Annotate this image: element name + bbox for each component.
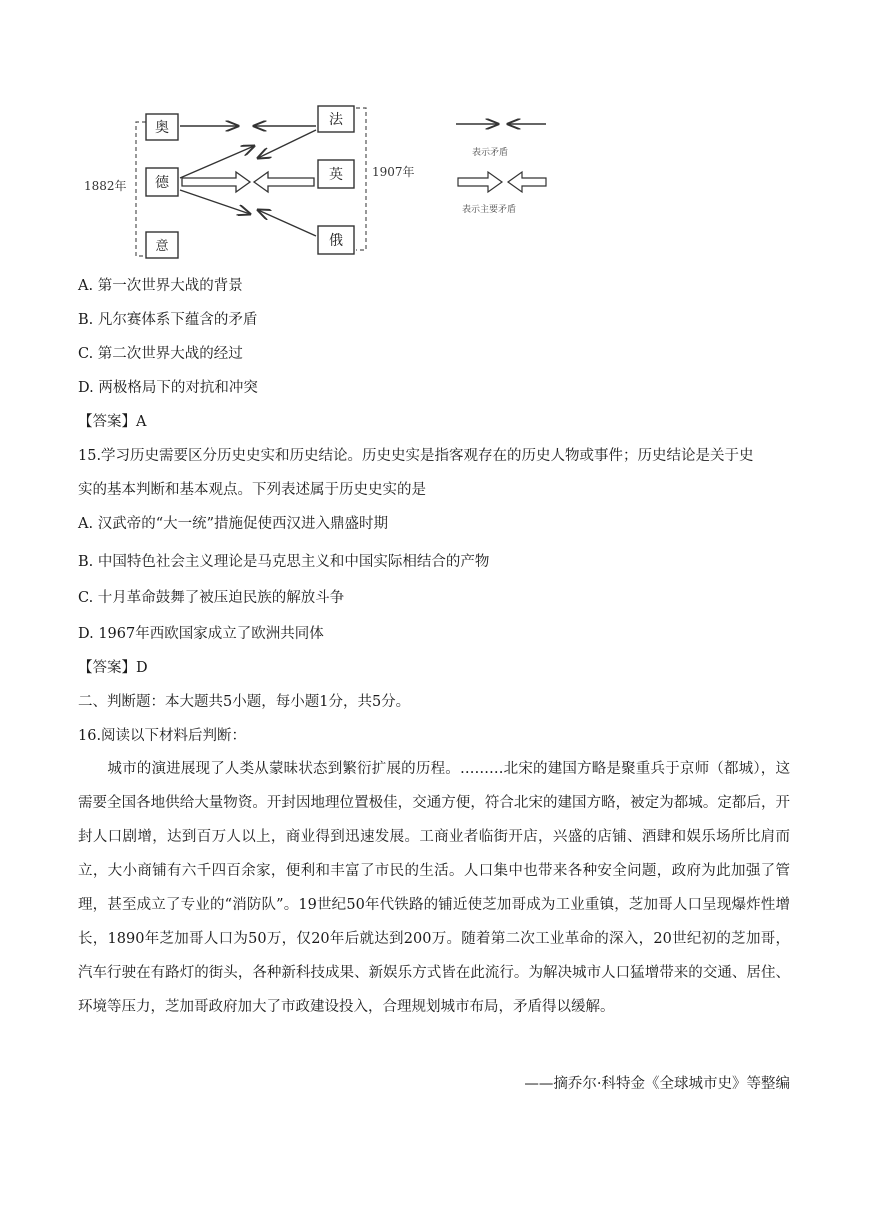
q14-option-c: C. 第二次世界大战的经过 [78,346,243,362]
node-italy [146,232,178,258]
right-bracket [356,108,366,250]
q15-option-d: D. 1967年西欧国家成立了欧洲共同体 [78,626,324,642]
alliances-diagram [78,100,558,265]
svg-text:意: 意 [155,239,169,254]
q15-option-a: A. 汉武帝的“大一统”措施促使西汉进入鼎盛时期 [78,516,389,532]
legend-thin-label: 表示矛盾 [472,148,509,158]
q15-stem-line1: 15.学习历史需要区分历史史实和历史结论。历史史实是指客观存在的历史人物或事件；历史结论是关于史 [78,448,754,464]
hollow-arrow-britain [254,172,314,192]
hollow-arrow-germany [182,172,250,192]
q14-option-b: B. 凡尔赛体系下蕴含的矛盾 [78,312,258,328]
svg-text:英: 英 [329,167,343,183]
q16-material: 城市的演进展现了人类从蒙昧状态到繁衍扩展的历程。………北宋的建国方略是聚重兵于京师（都城），这需要全国各地供给大量物资。开封因地理位置极佳，交通方便，符合北宋的建国方略，被定为都城。定都后，开封人口剧增，达到百万人以上，商业得到迅速发展。工商业者临街开店，兴盛的店铺、酒肆和娱乐场所比肩而立，大小商铺有六千四百余家，便利和丰富了市民的生活。人口集中也带来各种安全问题，政府为此加强了管理，甚至成立了专业的“消防队”。19世纪50年代铁路的铺近使芝加哥成为工业重镇，芝加哥人口呈现爆炸性增长，1890年芝加哥人口为50万，仅20年后就达到200万。随着第二次工业革命的深入，20世纪初的芝加哥，汽车行驶在有路灯的街头，各种新科技成果、新娱乐方式皆在此流行。为解决城市人口猛增带来的交通、居住、环境等压力，芝加哥政府加大了市政建设投入，合理规划城市布局，矛盾得以缓解。 [78,761,790,1015]
q15-option-c: C. 十月革命鼓舞了被压迫民族的解放斗争 [78,590,345,606]
node-austria [146,114,178,140]
q16-source: ——摘乔尔·科特金《全球城市史》等整编 [524,1076,790,1092]
legend [456,124,546,215]
svg-text:法: 法 [329,112,343,128]
svg-text:德: 德 [155,175,169,191]
node-britain [318,160,354,188]
left-bracket [136,122,146,256]
q14-answer: 【答案】A [78,414,147,430]
q14-option-d: D. 两极格局下的对抗和冲突 [78,380,258,396]
year-left-label: 1882年 [84,179,127,193]
node-france [318,106,354,132]
section-heading: 二、判断题：本大题共5小题，每小题1分，共5分。 [78,694,411,710]
arrow-france-down [258,130,316,158]
arrow-russia-up [258,210,316,236]
arrow-germany-down [180,190,250,214]
q15-option-b: B. 中国特色社会主义理论是马克思主义和中国实际相结合的产物 [78,554,490,570]
svg-text:俄: 俄 [329,233,343,249]
node-russia [318,226,354,254]
legend-hollow-label: 表示主要矛盾 [462,205,517,215]
svg-text:奥: 奥 [155,120,169,136]
arrow-germany-up [180,146,254,178]
q16-stem: 16.阅读以下材料后判断： [78,728,247,744]
year-right-label: 1907年 [372,165,415,179]
q14-option-a: A. 第一次世界大战的背景 [78,278,243,294]
node-germany [146,168,178,196]
q15-answer: 【答案】D [78,660,148,676]
q15-stem-line2: 实的基本判断和基本观点。下列表述属于历史史实的是 [78,482,426,498]
